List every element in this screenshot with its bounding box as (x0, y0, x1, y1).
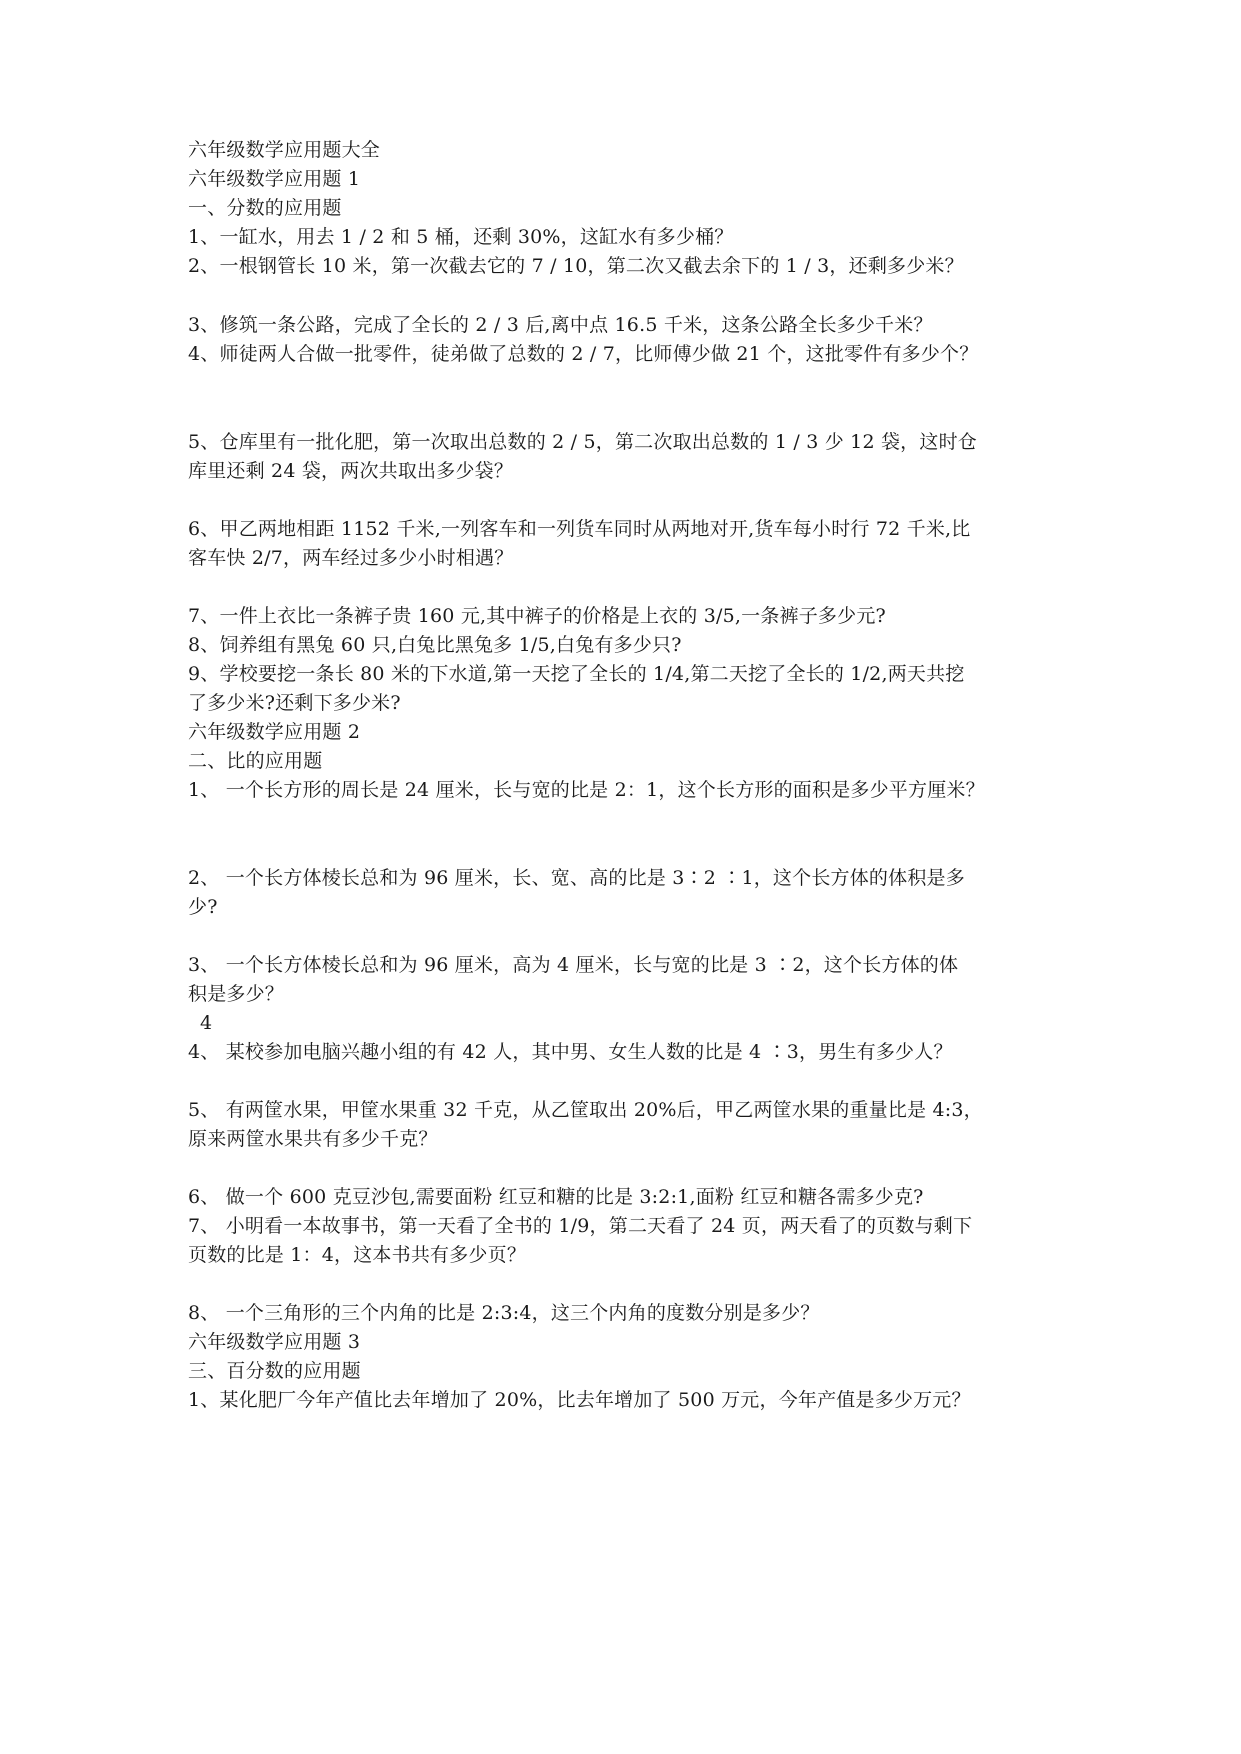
stray-digit: 4 (200, 1012, 213, 1034)
question-line: 1、某化肥厂今年产值比去年增加了 20%，比去年增加了 500 万元，今年产值是多少万元？ (188, 1389, 971, 1411)
section-subheading: 一、分数的应用题 (188, 197, 342, 219)
question-line: 4、 某校参加电脑兴趣小组的有 42 人，其中男、女生人数的比是 4 ∶3，男生有多少人？ (188, 1041, 953, 1063)
question-line: 2、一根钢管长 10 米，第一次截去它的 7 / 10，第二次又截去余下的 1 / 3，还剩多少米？ (188, 255, 964, 277)
question-line: 1、 一个长方形的周长是 24 厘米，长与宽的比是 2：1，这个长方形的面积是多少平方厘米？ (188, 779, 985, 801)
section-heading: 六年级数学应用题 1 (188, 168, 361, 190)
question-line: 2、 一个长方体棱长总和为 96 厘米，长、宽、高的比是 3∶2 ∶1，这个长方体的体积是多 (188, 867, 965, 889)
document-title: 六年级数学应用题大全 (188, 139, 381, 161)
question-line: 5、仓库里有一批化肥，第一次取出总数的 2 / 5，第二次取出总数的 1 / 3 少 12 袋，这时仓 (188, 431, 977, 453)
question-line: 积是多少？ (188, 983, 285, 1005)
question-line: 5、 有两筐水果，甲筐水果重 32 千克，从乙筐取出 20%后，甲乙两筐水果的重量比是 4:3， (188, 1099, 983, 1121)
question-line: 4、师徒两人合做一批零件，徒弟做了总数的 2 / 7，比师傅少做 21 个，这批零件有多少个？ (188, 343, 979, 365)
question-line: 客车快 2/7，两车经过多少小时相遇？ (188, 547, 514, 569)
question-line: 库里还剩 24 袋，两次共取出多少袋？ (188, 460, 514, 482)
section-heading: 六年级数学应用题 2 (188, 721, 361, 743)
question-line: 页数的比是 1：4，这本书共有多少页？ (188, 1244, 527, 1266)
question-line: 8、 一个三角形的三个内角的比是 2:3:4，这三个内角的度数分别是多少？ (188, 1302, 820, 1324)
question-line: 9、学校要挖一条长 80 米的下水道,第一天挖了全长的 1/4,第二天挖了全长的 1/2,两天共挖 (188, 663, 965, 685)
question-line: 3、修筑一条公路，完成了全长的 2 / 3 后,离中点 16.5 千米，这条公路全长多少千米？ (188, 314, 933, 336)
question-line: 7、一件上衣比一条裤子贵 160 元,其中裤子的价格是上衣的 3/5,一条裤子多少元? (188, 605, 886, 627)
question-line: 1、一缸水，用去 1 / 2 和 5 桶，还剩 30%，这缸水有多少桶？ (188, 226, 734, 248)
section-heading: 六年级数学应用题 3 (188, 1331, 361, 1353)
section-subheading: 三、百分数的应用题 (188, 1360, 361, 1382)
question-line: 少? (188, 896, 218, 918)
question-line: 6、甲乙两地相距 1152 千米,一列客车和一列货车同时从两地对开,货车每小时行 72 千米,比 (188, 518, 971, 540)
question-line: 7、 小明看一本故事书，第一天看了全书的 1/9，第二天看了 24 页，两天看了的页数与剩下 (188, 1215, 973, 1237)
question-line: 8、饲养组有黑兔 60 只,白兔比黑兔多 1/5,白兔有多少只? (188, 634, 682, 656)
question-line: 3、 一个长方体棱长总和为 96 厘米，高为 4 厘米，长与宽的比是 3 ∶2，这个长方体的体 (188, 954, 959, 976)
question-line: 了多少米?还剩下多少米? (188, 692, 401, 714)
question-line: 6、 做一个 600 克豆沙包,需要面粉 红豆和糖的比是 3:2:1,面粉 红豆和糖各需多少克? (188, 1186, 924, 1208)
section-subheading: 二、比的应用题 (188, 750, 323, 772)
question-line: 原来两筐水果共有多少千克？ (188, 1128, 438, 1150)
